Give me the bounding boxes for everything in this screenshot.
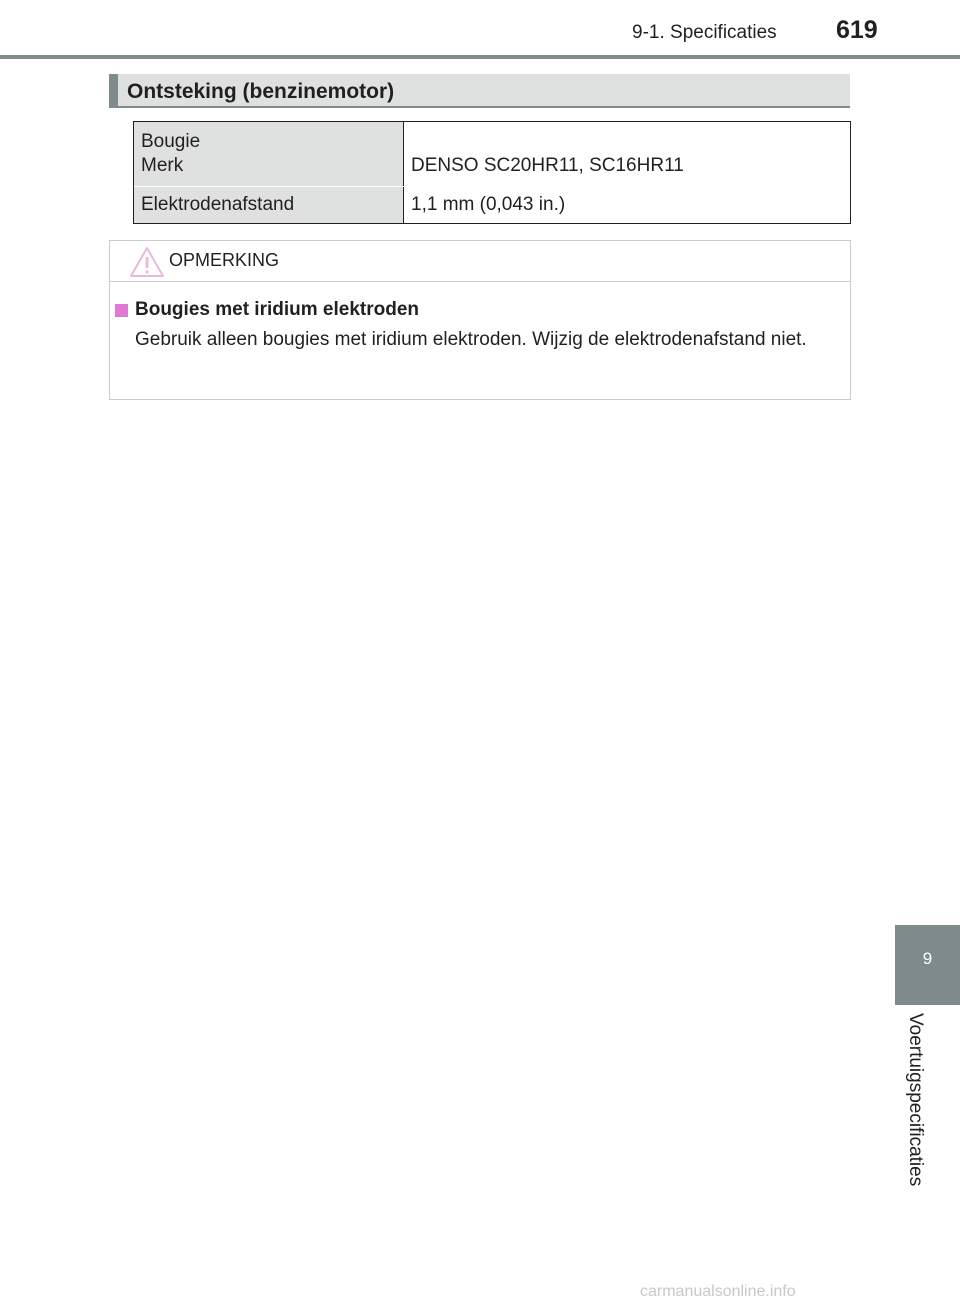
spec-row-label: Merk — [141, 155, 184, 176]
section-title-accent — [109, 74, 118, 106]
spec-row-value: DENSO SC20HR11, SC16HR11 — [411, 155, 684, 176]
chapter-number: 9 — [922, 949, 933, 968]
notice-body: Gebruik alleen bougies met iridium elektroden. Wijzig de elektrodenafstand niet. — [135, 329, 807, 350]
warning-triangle-icon — [129, 246, 165, 278]
spec-table — [133, 121, 851, 224]
spec-row-value: 1,1 mm (0,043 in.) — [411, 194, 566, 215]
chapter-tab — [895, 925, 960, 1005]
spec-group-label: Bougie — [141, 131, 201, 152]
chapter-title: Voertuigspecificaties — [905, 1013, 926, 1187]
section-title-bar — [109, 74, 850, 108]
watermark: carmanualsonline.info — [640, 1283, 796, 1300]
spec-row-label: Elektrodenafstand — [141, 194, 295, 215]
running-header-section: 9-1. Specificaties — [632, 22, 777, 43]
section-title: Ontsteking (benzinemotor) — [127, 80, 395, 103]
notice-heading: Bougies met iridium elektroden — [135, 299, 419, 320]
row-separator — [134, 186, 404, 187]
notice-label: OPMERKING — [169, 250, 280, 270]
row-separator — [404, 186, 850, 187]
notice-box — [109, 240, 851, 400]
notice-header-divider — [110, 281, 850, 282]
page-number: 619 — [836, 16, 878, 44]
bullet-square-icon — [115, 304, 128, 317]
header-rule — [0, 55, 960, 59]
